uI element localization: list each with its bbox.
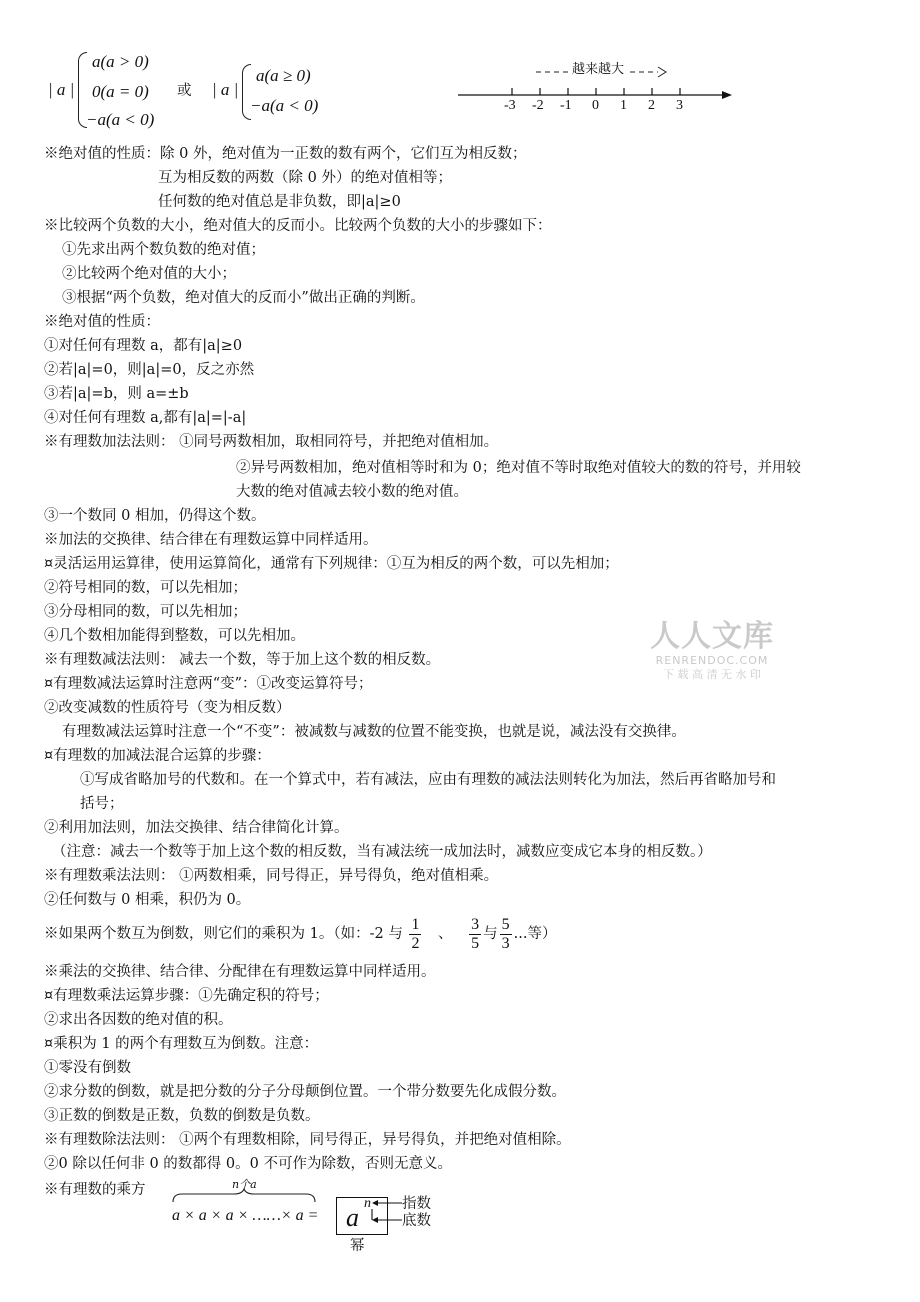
text-line: ③若|a|=b，则 a=±b [44, 386, 189, 402]
text-line: ¤乘积为 1 的两个有理数互为倒数。注意： [44, 1036, 319, 1052]
text-line: ¤有理数的加减法混合运算的步骤： [44, 748, 271, 764]
fraction-denominator: 3 [501, 934, 510, 952]
power-product: a × a × a × ……× a = [172, 1207, 319, 1224]
text-line: ¤灵活运用运算律，使用运算简化，通常有下列规律：①互为相反的两个数，可以先相加； [44, 556, 619, 572]
text-line: 括号； [80, 796, 124, 812]
text-line: ①零没有倒数 [44, 1060, 131, 1076]
power-exponent: n [364, 1196, 371, 1211]
abs-symbol-2: | a | [212, 80, 239, 99]
axis-tick-label: -2 [532, 98, 544, 113]
text-line: ※绝对值的性质： [44, 314, 160, 330]
axis-tick-label: 3 [676, 98, 683, 113]
text-line: ※有理数加法法则： ①同号两数相加，取相同符号，并把绝对值相加。 [44, 434, 499, 450]
case-zero: 0(a = 0) [92, 82, 149, 101]
text-line: ②改变减数的性质符号（变为相反数） [44, 700, 291, 716]
caption-arrow-icon [658, 67, 666, 77]
reciprocal-suffix: ...等） [513, 926, 557, 942]
text-line: ④对任何有理数 a,都有|a|=|-a| [44, 410, 247, 426]
text-line: ①写成省略加号的代数和。在一个算式中，若有减法，应由有理数的减法法则转化为加法，然后再省略加号和 [80, 772, 776, 788]
axis-tick-label: -3 [504, 98, 516, 113]
fraction-numerator: 3 [471, 915, 480, 933]
text-line: ③根据“两个负数，绝对值大的反而小”做出正确的判断。 [62, 290, 425, 306]
reciprocal-line [44, 914, 556, 958]
text-line: ※乘法的交换律、结合律、分配律在有理数运算中同样适用。 [44, 964, 436, 980]
fraction-numerator: 5 [501, 915, 510, 933]
axis-tick-label: 0 [592, 98, 599, 113]
reciprocal-separator: 、 [438, 926, 453, 942]
watermark-title: 人人文库 [650, 619, 774, 654]
text-line: ③分母相同的数，可以先相加； [44, 604, 247, 620]
watermark-slogan: 下 载 高 清 无 水 印 [663, 668, 761, 681]
text-line: ※加法的交换律、结合律在有理数运算中同样适用。 [44, 532, 378, 548]
reciprocal-prefix: ※如果两个数互为倒数，则它们的乘积为 1。（如：-2 与 [44, 926, 403, 942]
text-line: ④几个数相加能得到整数，可以先相加。 [44, 628, 305, 644]
fraction-numerator: 1 [411, 915, 420, 933]
fraction-5-3 [500, 916, 512, 953]
text-line: ②任何数与 0 相乘，积仍为 0。 [44, 892, 251, 908]
base-arrow-icon [372, 1217, 378, 1223]
alt-negative: −a(a < 0) [250, 96, 319, 115]
text-line: ※有理数除法法则： ①两个有理数相除，同号得正，异号得负，并把绝对值相除。 [44, 1132, 571, 1148]
alt-nonneg: a(a ≥ 0) [256, 66, 311, 85]
power-count-label: n个a [232, 1178, 257, 1191]
axis-tick-label: -1 [560, 98, 572, 113]
text-line: ※比较两个负数的大小，绝对值大的反而小。比较两个负数的大小的步骤如下： [44, 218, 552, 234]
text-line: ②比较两个绝对值的大小； [62, 266, 236, 282]
number-line-caption: 越来越大 [572, 62, 625, 77]
case-positive: a(a > 0) [92, 52, 149, 71]
text-line: ①对任何有理数 a，都有|a|≥0 [44, 338, 243, 354]
text-line: ¤有理数减法运算时注意两“变”：①改变运算符号； [44, 676, 373, 692]
text-line: ②符号相同的数，可以先相加； [44, 580, 247, 596]
watermark-domain: RENRENDOC.COM [655, 654, 769, 667]
text-line: ②求分数的倒数，就是把分数的分子分母颠倒位置。一个带分数要先化成假分数。 [44, 1084, 566, 1100]
text-line: 大数的绝对值减去较小数的绝对值。 [236, 484, 468, 500]
text-line: ③正数的倒数是正数，负数的倒数是负数。 [44, 1108, 320, 1124]
text-line: ②若|a|=0，则|a|=0，反之亦然 [44, 362, 255, 378]
fraction-3-5 [469, 916, 481, 953]
text-line: ②利用加法则，加法交换律、结合律简化计算。 [44, 820, 349, 836]
exp-arrow-icon [372, 1200, 378, 1206]
overbrace-icon [173, 1189, 315, 1202]
base-label: 底数 [402, 1213, 431, 1229]
text-line: ※有理数减法法则： 减去一个数，等于加上这个数的相反数。 [44, 652, 441, 668]
text-line: 互为相反数的两数（除 0 外）的绝对值相等； [158, 170, 452, 186]
text-line: ②异号两数相加，绝对值相等时和为 0；绝对值不等时取绝对值较大的数的符号，并用较 [236, 460, 801, 476]
text-line: （注意：减去一个数等于加上这个数的相反数，当有减法统一成加法时，减数应变成它本身的相反数。） [52, 844, 712, 860]
text-line: ¤有理数乘法运算步骤：①先确定积的符号； [44, 988, 329, 1004]
power-label: 幂 [350, 1238, 365, 1254]
reciprocal-with: 与 [483, 926, 498, 942]
overbrace-svg [170, 1188, 320, 1204]
text-line: ※有理数的乘方 [44, 1182, 146, 1198]
text-line: ③一个数同 0 相加，仍得这个数。 [44, 508, 266, 524]
fraction-denominator: 2 [411, 934, 420, 952]
text-line: ①先求出两个数负数的绝对值； [62, 242, 265, 258]
or-label: 或 [177, 83, 192, 99]
axis-arrow-icon [722, 91, 732, 99]
case-negative: −a(a < 0) [86, 110, 155, 129]
axis-tick-label: 2 [648, 98, 655, 113]
text-line: ②求出各因数的绝对值的积。 [44, 1012, 233, 1028]
text-line: 有理数减法运算时注意一个“不变”：被减数与减数的位置不能变换，也就是说，减法没有交换律。 [62, 724, 686, 740]
axis-ticks [512, 88, 680, 95]
axis-tick-label: 1 [620, 98, 627, 113]
abs-symbol: | a | [48, 80, 75, 99]
text-line: ※绝对值的性质：除 0 外，绝对值为一正数的数有两个，它们互为相反数； [44, 146, 527, 162]
text-line: ②0 除以任何非 0 的数都得 0。0 不可作为除数，否则无意义。 [44, 1156, 452, 1172]
fraction-1-2 [409, 916, 421, 953]
fraction-denominator: 5 [471, 934, 480, 952]
text-line: 任何数的绝对值总是非负数，即|a|≥0 [158, 194, 401, 210]
exponent-label: 指数 [402, 1196, 431, 1212]
power-base: a [346, 1203, 359, 1232]
text-line: ※有理数乘法法则： ①两数相乘，同号得正，异号得负，绝对值相乘。 [44, 868, 499, 884]
